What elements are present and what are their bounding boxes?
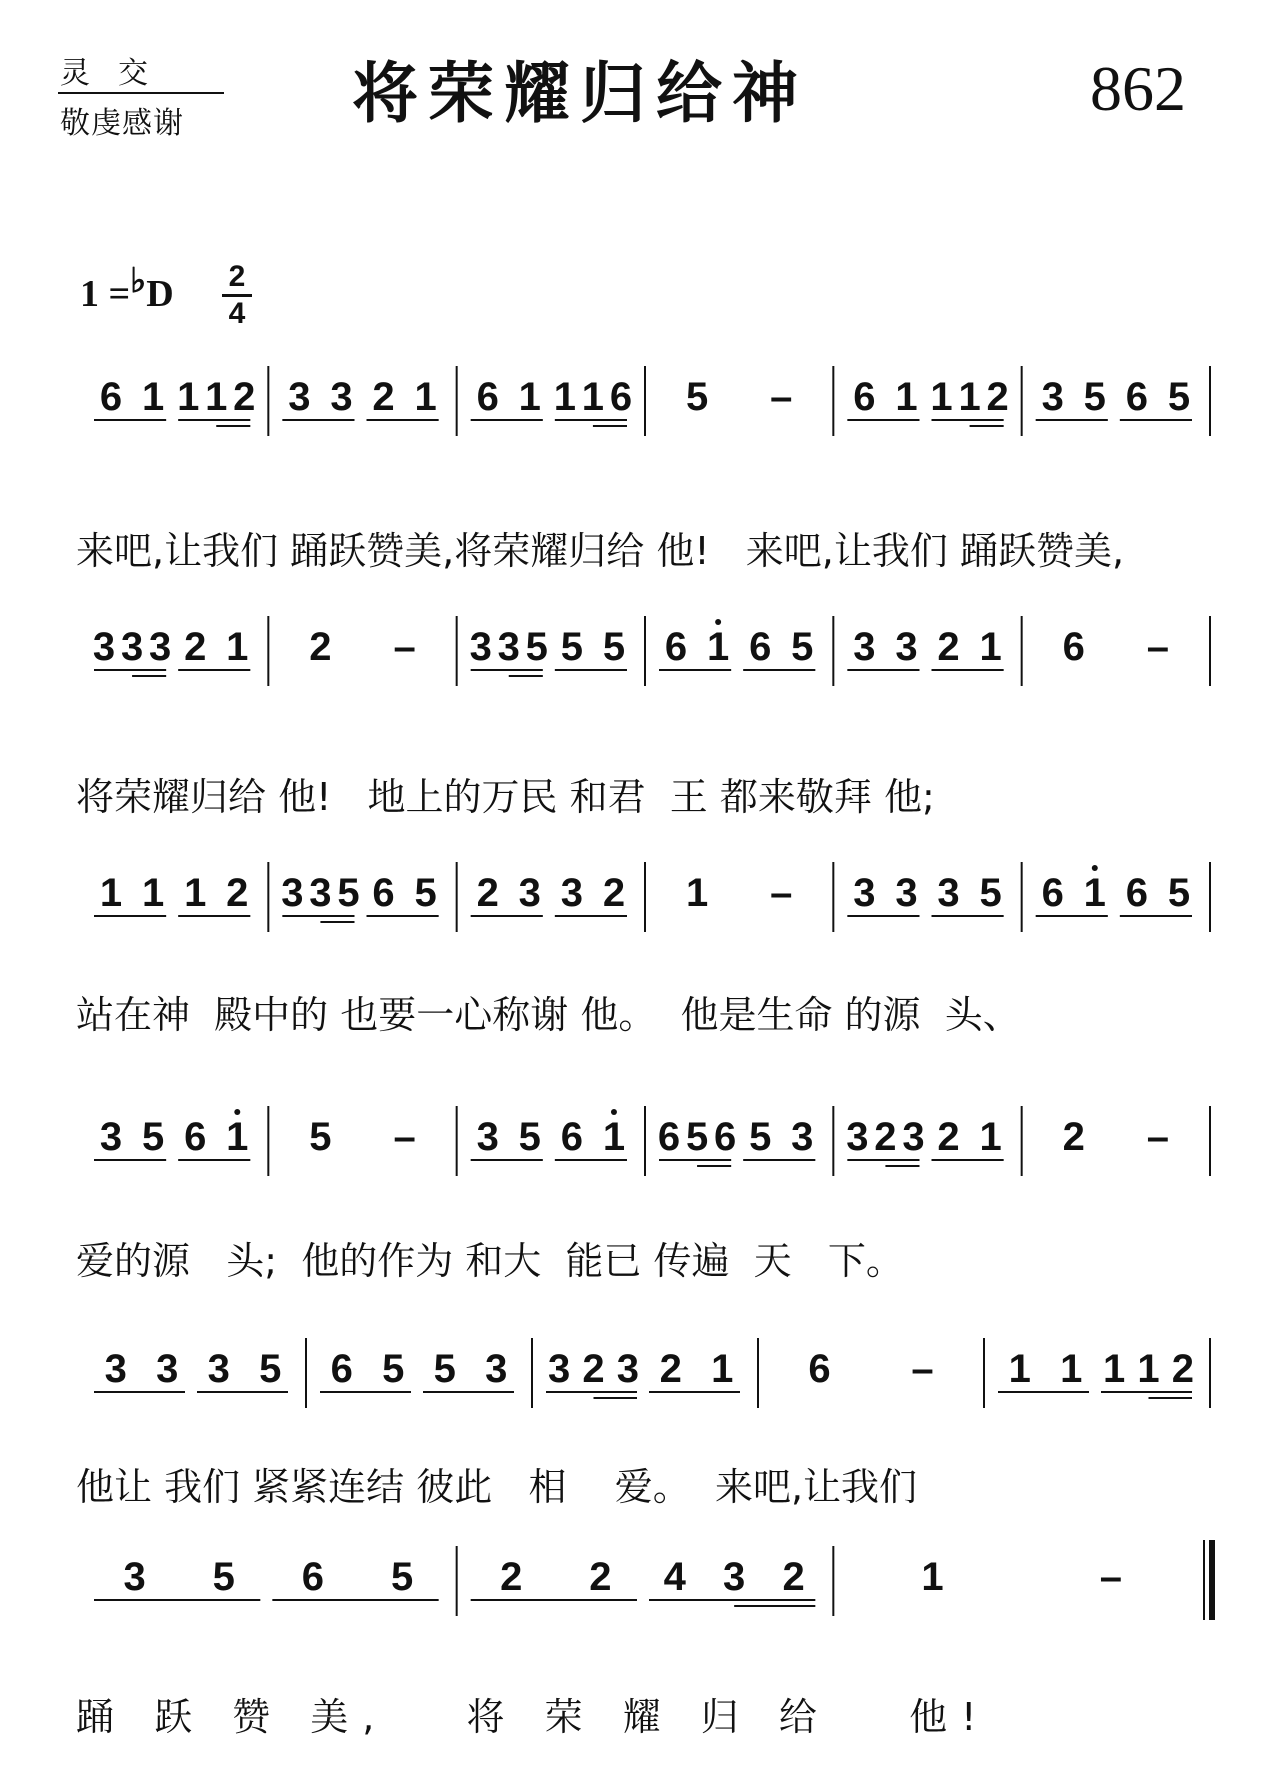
note-glyph: 3 <box>104 1347 127 1391</box>
octave-dot-high <box>715 619 721 625</box>
note-glyph: 5 <box>1167 375 1191 419</box>
note-glyph: 5 <box>979 871 1002 915</box>
note-glyph: 5 <box>337 871 360 915</box>
note-glyph: 5 <box>749 1115 772 1159</box>
note-glyph: 2 <box>986 375 1009 419</box>
note-glyph: 3 <box>791 1115 814 1159</box>
note-glyph: 1 <box>1008 1347 1031 1391</box>
note-glyph: 2 <box>500 1555 523 1599</box>
note-glyph: 3 <box>92 625 116 669</box>
note-glyph: 2 <box>226 871 249 915</box>
note-glyph: 5 <box>414 871 437 915</box>
note-glyph: 2 <box>874 1115 897 1159</box>
note-glyph: 3 <box>616 1347 639 1391</box>
note-glyph: 1 <box>979 1115 1002 1159</box>
note-glyph: 5 <box>382 1347 405 1391</box>
note-glyph: 1 <box>895 375 918 419</box>
hymn-number: 862 <box>1090 53 1186 124</box>
note-glyph: 3 <box>723 1555 746 1599</box>
note-glyph: 1 <box>711 1347 734 1391</box>
note-glyph: 2 <box>937 1115 960 1159</box>
note-glyph: 3 <box>288 375 311 419</box>
note-glyph: 5 <box>602 625 626 669</box>
note-glyph: 1 <box>685 871 709 915</box>
octave-dot-high <box>234 1109 240 1115</box>
note-glyph: 2 <box>602 871 626 915</box>
category-label-top: 灵交 <box>60 56 176 91</box>
note-glyph: 6 <box>609 375 633 419</box>
key-note: D <box>146 273 174 315</box>
note-glyph: 3 <box>853 625 876 669</box>
note-glyph: – <box>770 871 793 915</box>
note-glyph: 3 <box>469 625 492 669</box>
note-glyph: 3 <box>895 871 918 915</box>
note-glyph: 6 <box>853 375 876 419</box>
lyric-line-6: 踊 跃 赞 美, 将 荣 耀 归 给 他! <box>76 1695 991 1739</box>
note-glyph: 3 <box>485 1347 508 1391</box>
note-glyph: 3 <box>1041 375 1064 419</box>
note-glyph: 6 <box>301 1555 325 1599</box>
hymn-title: 将荣耀归给神 <box>352 55 808 132</box>
note-glyph: 6 <box>1125 871 1148 915</box>
note-glyph: 1 <box>1103 1347 1126 1391</box>
note-glyph: 1 <box>226 625 249 669</box>
note-glyph: 6 <box>664 625 688 669</box>
note-glyph: 3 <box>846 1115 869 1159</box>
note-glyph: 1 <box>99 871 123 915</box>
note-glyph: 3 <box>937 871 960 915</box>
note-glyph: 1 <box>921 1555 944 1599</box>
note-glyph: 6 <box>657 1115 681 1159</box>
note-glyph: 6 <box>714 1115 737 1159</box>
note-glyph: 2 <box>184 625 207 669</box>
note-glyph: – <box>393 625 416 669</box>
note-glyph: 3 <box>895 625 918 669</box>
note-glyph: 3 <box>518 871 541 915</box>
note-glyph: 1 <box>184 871 207 915</box>
note-glyph: 3 <box>330 375 353 419</box>
note-glyph: 5 <box>560 625 583 669</box>
lyric-line-3: 站在神 殿中的 也要一心称谢 他。 他是生命 的源 头、 <box>76 993 1021 1037</box>
note-glyph: 6 <box>749 625 772 669</box>
note-glyph: 6 <box>1041 871 1064 915</box>
note-glyph: 6 <box>1062 625 1085 669</box>
note-glyph: 5 <box>433 1347 456 1391</box>
note-glyph: 1 <box>581 375 605 419</box>
note-glyph: 6 <box>476 375 499 419</box>
note-glyph: 2 <box>782 1555 805 1599</box>
flat-sign: ♭ <box>130 263 147 300</box>
note-glyph: – <box>770 375 793 419</box>
note-glyph: 3 <box>548 1347 571 1391</box>
note-glyph: 3 <box>497 625 520 669</box>
note-glyph: 5 <box>142 1115 165 1159</box>
note-glyph: 3 <box>853 871 876 915</box>
note-glyph: 5 <box>1167 871 1191 915</box>
note-glyph: 1 <box>958 375 981 419</box>
note-glyph: – <box>911 1347 934 1391</box>
note-glyph: 1 <box>226 1115 249 1159</box>
category-label-bottom: 敬虔感谢 <box>60 106 184 141</box>
octave-dot-high <box>611 1109 617 1115</box>
note-glyph: 5 <box>685 1115 709 1159</box>
note-glyph: 2 <box>582 1347 605 1391</box>
note-glyph: 5 <box>525 625 548 669</box>
note-glyph: 3 <box>156 1347 179 1391</box>
note-glyph: 6 <box>372 871 395 915</box>
note-glyph: 1 <box>553 375 576 419</box>
note-glyph: 3 <box>902 1115 925 1159</box>
note-glyph: 1 <box>707 625 730 669</box>
lyric-line-4: 爱的源 头; 他的作为 和大 能已 传遍 天 下。 <box>76 1239 904 1283</box>
note-glyph: 5 <box>212 1555 235 1599</box>
note-glyph: 1 <box>602 1115 626 1159</box>
note-glyph: 6 <box>184 1115 207 1159</box>
note-glyph: 5 <box>259 1347 282 1391</box>
note-glyph: 3 <box>281 871 304 915</box>
note-glyph: 3 <box>149 625 172 669</box>
note-glyph: 5 <box>390 1555 414 1599</box>
note-glyph: 2 <box>937 625 960 669</box>
note-glyph: 6 <box>99 375 123 419</box>
note-glyph: – <box>1099 1555 1122 1599</box>
note-glyph: 1 <box>142 871 165 915</box>
note-glyph: 5 <box>791 625 814 669</box>
octave-dot-high <box>1092 865 1098 871</box>
note-glyph: 2 <box>476 871 499 915</box>
note-glyph: 3 <box>120 625 144 669</box>
key-prefix: 1 = <box>80 273 131 315</box>
note-glyph: 1 <box>930 375 953 419</box>
note-glyph: 1 <box>1083 871 1106 915</box>
note-glyph: 2 <box>659 1347 682 1391</box>
note-glyph: – <box>393 1115 416 1159</box>
note-glyph: 1 <box>142 375 165 419</box>
note-glyph: 3 <box>99 1115 123 1159</box>
note-glyph: 5 <box>518 1115 541 1159</box>
note-glyph: 2 <box>309 625 332 669</box>
time-signature-top: 2 <box>228 260 246 293</box>
note-glyph: 1 <box>979 625 1002 669</box>
note-glyph: 3 <box>560 871 583 915</box>
note-glyph: 1 <box>1137 1347 1160 1391</box>
note-glyph: 3 <box>207 1347 230 1391</box>
note-glyph: 1 <box>205 375 228 419</box>
note-glyph: 2 <box>589 1555 612 1599</box>
note-glyph: 1 <box>414 375 437 419</box>
note-glyph: 6 <box>1125 375 1148 419</box>
note-glyph: 6 <box>330 1347 353 1391</box>
time-signature-bottom: 4 <box>228 297 246 330</box>
note-glyph: 1 <box>518 375 541 419</box>
lyric-line-5: 他让 我们 紧紧连结 彼此 相 爱。 来吧,让我们 <box>76 1465 918 1509</box>
note-glyph: 2 <box>372 375 395 419</box>
note-glyph: 1 <box>1060 1347 1083 1391</box>
lyric-line-1: 来吧,让我们 踊跃赞美,将荣耀归给 他! 来吧,让我们 踊跃赞美, <box>76 529 1125 573</box>
note-glyph: – <box>1146 1115 1170 1159</box>
lyric-line-2: 将荣耀归给 他! 地上的万民 和君 王 都来敬拜 他; <box>76 775 935 819</box>
note-glyph: – <box>1146 625 1170 669</box>
note-glyph: 6 <box>808 1347 831 1391</box>
note-glyph: 3 <box>476 1115 499 1159</box>
note-glyph: 5 <box>685 375 709 419</box>
note-glyph: 1 <box>177 375 200 419</box>
note-glyph: 3 <box>123 1555 146 1599</box>
note-glyph: 5 <box>1083 375 1106 419</box>
note-glyph: 5 <box>309 1115 332 1159</box>
note-glyph: 3 <box>309 871 332 915</box>
note-glyph: 4 <box>663 1555 686 1599</box>
note-glyph: 2 <box>233 375 256 419</box>
note-glyph: 6 <box>560 1115 583 1159</box>
note-glyph: 2 <box>1062 1115 1085 1159</box>
note-glyph: 2 <box>1171 1347 1194 1391</box>
